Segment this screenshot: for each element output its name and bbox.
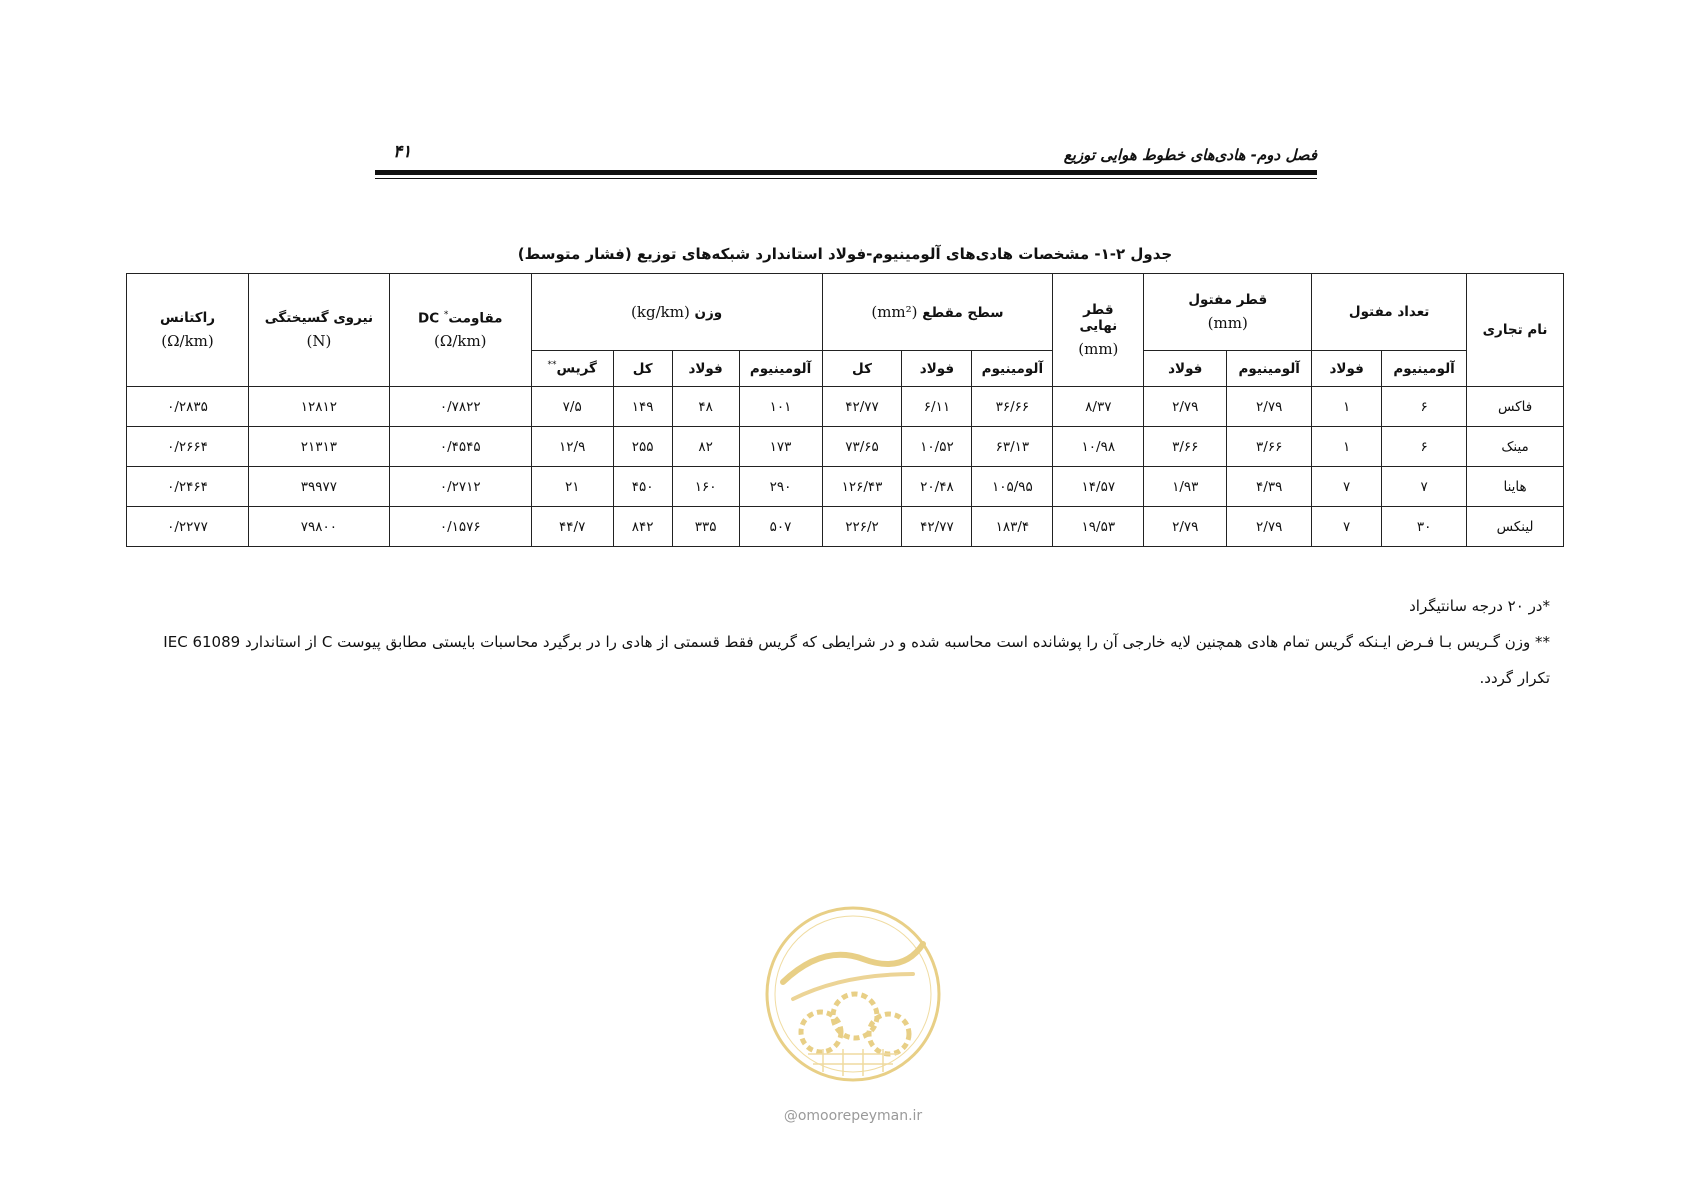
cell-al-dia: ۴/۳۹ <box>1227 467 1312 507</box>
cell-st-area: ۶/۱۱ <box>902 387 972 427</box>
cell-total-area: ۲۲۶/۲ <box>822 507 902 547</box>
header-dc-resistance: مقاومت* DC (Ω/km) <box>389 274 531 387</box>
cell-total-wt: ۲۵۵ <box>613 427 672 467</box>
footnote-temperature: *در ۲۰ درجه سانتیگراد <box>1409 597 1550 615</box>
header-strand-diameter: قطر مفتول (mm) <box>1144 274 1312 351</box>
header-weight-grease: گریس** <box>531 351 613 387</box>
page-number: ۴۱ <box>393 142 412 162</box>
cell-al-count: ۷ <box>1382 467 1467 507</box>
header-dia-aluminium: آلومینیوم <box>1227 351 1312 387</box>
header-count-aluminium: آلومینیوم <box>1382 351 1467 387</box>
cell-st-count: ۷ <box>1312 467 1382 507</box>
chapter-title: فصل دوم- هادی‌های خطوط هوایی توزیع <box>1063 146 1317 164</box>
cell-total-area: ۱۲۶/۴۳ <box>822 467 902 507</box>
cell-reactance: ۰/۲۴۶۴ <box>127 467 249 507</box>
cell-final-dia: ۱۰/۹۸ <box>1053 427 1144 467</box>
cell-st-wt: ۸۲ <box>672 427 739 467</box>
header-weight: وزن (kg/km) <box>531 274 822 351</box>
cell-grease: ۲۱ <box>531 467 613 507</box>
cell-reactance: ۰/۲۶۶۴ <box>127 427 249 467</box>
conductor-spec-table <box>126 273 1564 547</box>
table-row <box>127 387 1564 427</box>
cell-st-area: ۱۰/۵۲ <box>902 427 972 467</box>
header-rule-thin <box>375 178 1317 179</box>
cell-name: هاینا <box>1467 467 1564 507</box>
cell-force: ۲۱۳۱۳ <box>248 427 389 467</box>
header-final-diameter: قطر نهایی (mm) <box>1053 274 1144 387</box>
cell-name: مینک <box>1467 427 1564 467</box>
header-area-aluminium: آلومینیوم <box>972 351 1053 387</box>
header-weight-steel: فولاد <box>672 351 739 387</box>
cell-grease: ۴۴/۷ <box>531 507 613 547</box>
cell-st-wt: ۱۶۰ <box>672 467 739 507</box>
cell-al-area: ۱۸۳/۴ <box>972 507 1053 547</box>
running-header <box>375 136 1317 196</box>
cell-force: ۳۹۹۷۷ <box>248 467 389 507</box>
table-row <box>127 467 1564 507</box>
cell-al-area: ۳۶/۶۶ <box>972 387 1053 427</box>
header-area-total: کل <box>822 351 902 387</box>
cell-al-dia: ۲/۷۹ <box>1227 387 1312 427</box>
cell-reactance: ۰/۲۲۷۷ <box>127 507 249 547</box>
cell-st-area: ۲۰/۴۸ <box>902 467 972 507</box>
cell-st-wt: ۴۸ <box>672 387 739 427</box>
cell-al-count: ۶ <box>1382 427 1467 467</box>
cell-grease: ۷/۵ <box>531 387 613 427</box>
cell-dc: ۰/۱۵۷۶ <box>389 507 531 547</box>
cell-reactance: ۰/۲۸۳۵ <box>127 387 249 427</box>
cell-al-dia: ۲/۷۹ <box>1227 507 1312 547</box>
header-trade-name: نام تجاری <box>1467 274 1564 387</box>
header-weight-aluminium: آلومینیوم <box>739 351 822 387</box>
cell-total-area: ۷۳/۶۵ <box>822 427 902 467</box>
cell-total-wt: ۴۵۰ <box>613 467 672 507</box>
cell-dc: ۰/۲۷۱۲ <box>389 467 531 507</box>
header-area-steel: فولاد <box>902 351 972 387</box>
cell-al-wt: ۵۰۷ <box>739 507 822 547</box>
cell-total-area: ۴۲/۷۷ <box>822 387 902 427</box>
cell-force: ۱۲۸۱۲ <box>248 387 389 427</box>
cell-force: ۷۹۸۰۰ <box>248 507 389 547</box>
cell-st-dia: ۲/۷۹ <box>1144 387 1227 427</box>
header-count-steel: فولاد <box>1312 351 1382 387</box>
footnotes <box>130 588 1550 696</box>
cell-final-dia: ۸/۳۷ <box>1053 387 1144 427</box>
cell-st-dia: ۱/۹۳ <box>1144 467 1227 507</box>
cell-st-count: ۷ <box>1312 507 1382 547</box>
header-rule <box>375 170 1317 175</box>
cell-name: لینکس <box>1467 507 1564 547</box>
header-weight-total: کل <box>613 351 672 387</box>
seal-logo-icon <box>763 904 943 1084</box>
cell-st-count: ۱ <box>1312 427 1382 467</box>
cell-final-dia: ۱۹/۵۳ <box>1053 507 1144 547</box>
cell-st-dia: ۲/۷۹ <box>1144 507 1227 547</box>
cell-al-wt: ۱۰۱ <box>739 387 822 427</box>
cell-al-wt: ۱۷۳ <box>739 427 822 467</box>
cell-al-wt: ۲۹۰ <box>739 467 822 507</box>
cell-dc: ۰/۴۵۴۵ <box>389 427 531 467</box>
table-caption: جدول ۲-۱- مشخصات هادی‌های آلومینیوم-فولاد استاندارد شبکه‌های توزیع (فشار متوسط) <box>517 245 1173 263</box>
table-row <box>127 427 1564 467</box>
header-strand-count: تعداد مفتول <box>1312 274 1467 351</box>
cell-total-wt: ۱۴۹ <box>613 387 672 427</box>
table-row <box>127 507 1564 547</box>
cell-al-count: ۳۰ <box>1382 507 1467 547</box>
cell-name: فاکس <box>1467 387 1564 427</box>
cell-grease: ۱۲/۹ <box>531 427 613 467</box>
cell-st-count: ۱ <box>1312 387 1382 427</box>
cell-al-area: ۱۰۵/۹۵ <box>972 467 1053 507</box>
cell-dc: ۰/۷۸۲۲ <box>389 387 531 427</box>
cell-final-dia: ۱۴/۵۷ <box>1053 467 1144 507</box>
header-cross-section: سطح مقطع (mm²) <box>822 274 1053 351</box>
cell-al-count: ۶ <box>1382 387 1467 427</box>
watermark-url: @omoorepeyman.ir <box>783 1108 923 1124</box>
cell-al-dia: ۳/۶۶ <box>1227 427 1312 467</box>
cell-st-dia: ۳/۶۶ <box>1144 427 1227 467</box>
footnote-grease: ** وزن گـریس بـا فـرض ایـنکه گریس تمام هادی همچنین لایه خارجی آن را پوشانده است محاسبه شده و در شرایطی که گریس فقط قسمتی از هادی را در برگیرد محاسبات بایستی مطابق پیوست C از استاندارد IEC 61089 تکرار گردد. <box>163 633 1550 687</box>
header-reactance: راکتانس (Ω/km) <box>127 274 249 387</box>
header-dia-steel: فولاد <box>1144 351 1227 387</box>
header-breaking-force: نیروی گسیختگی (N) <box>248 274 389 387</box>
cell-total-wt: ۸۴۲ <box>613 507 672 547</box>
cell-st-wt: ۳۳۵ <box>672 507 739 547</box>
cell-al-area: ۶۳/۱۳ <box>972 427 1053 467</box>
cell-st-area: ۴۲/۷۷ <box>902 507 972 547</box>
